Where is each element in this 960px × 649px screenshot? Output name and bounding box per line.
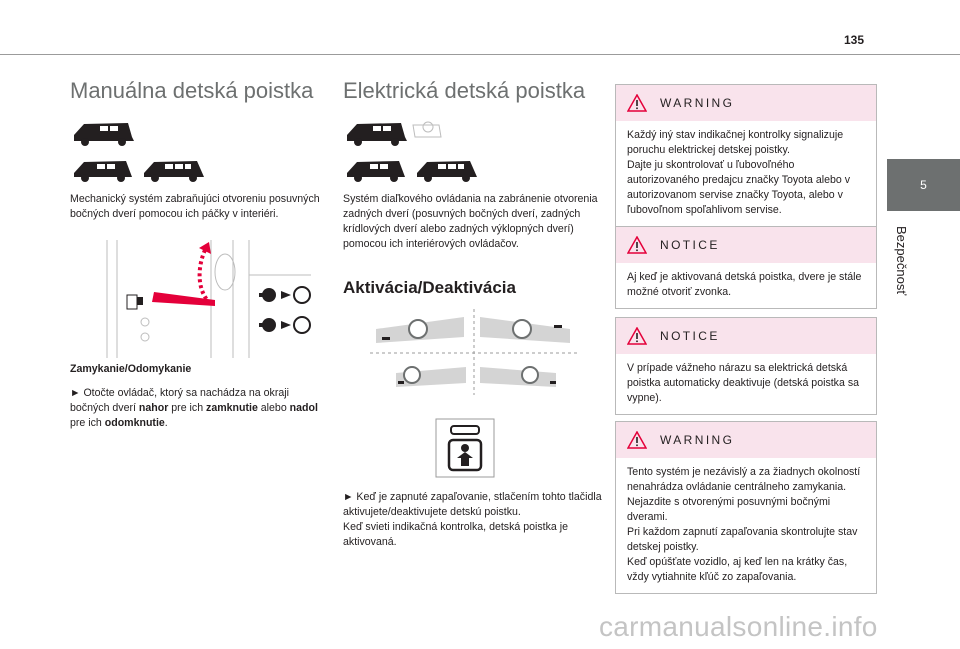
step-bold-lock: zamknutie <box>206 402 258 414</box>
warning-text: Tento systém je nezávislý a za žiadnych okolností nenahrádza ovládanie centrálneho zamykania. Nejazdite s otvorenými posuvnými bočnými dverami. Pri každom zapnutí zapaľovania skontrolujte stav detskej poistky. Keď opúšťate vozidlo, aj keď len na krátky čas, vždy vytiahnite kľúč zo zapaľovania. <box>627 466 861 583</box>
door-lock-control-illustration <box>99 240 311 358</box>
step-text: alebo <box>257 402 290 414</box>
notice-box-2 <box>615 317 877 415</box>
warning-box-1 <box>615 84 877 227</box>
notice-heading: NOTICE <box>660 329 720 343</box>
notice-triangle-icon <box>627 236 647 254</box>
manual-lock-title: Manuálna detská poistka <box>70 78 314 103</box>
step-bold-up: nahor <box>138 402 169 414</box>
step-text: . <box>164 417 168 429</box>
watermark: carmanualsonline.info <box>599 611 878 642</box>
activation-step: ► Keď je zapnuté zapaľovanie, stlačením tohto tlačidla aktivujete/deaktivujete detskú poistku. Keď svieti indikačná kontrolka, detská poistka je aktivovaná. <box>343 491 602 548</box>
warning-triangle-icon <box>627 431 647 449</box>
step-text: pre ich <box>168 402 207 414</box>
warning-box-2 <box>615 421 877 594</box>
notice-header <box>616 227 876 263</box>
activation-heading: Aktivácia/Deaktivácia <box>343 278 516 297</box>
notice-header <box>616 318 876 354</box>
child-lock-button-icon <box>435 418 495 478</box>
notice-heading: NOTICE <box>660 238 720 252</box>
vehicle-variants-icon <box>70 117 240 187</box>
step-bold-down: nadol <box>289 402 318 414</box>
vehicle-variants-electric-icon <box>343 117 513 187</box>
header-rule <box>0 54 960 55</box>
manual-lock-intro: Mechanický systém zabraňujúci otvoreniu posuvných bočných dverí pomocou ich páčky v interiéri. <box>70 193 320 220</box>
notice-triangle-icon <box>627 327 647 345</box>
step-bold-unlock: odomknutie <box>104 417 165 429</box>
manual-lock-step <box>70 386 320 431</box>
manual-child-lock-section <box>70 78 320 104</box>
warning-header <box>616 422 876 458</box>
warning-heading: WARNING <box>660 433 735 447</box>
notice-text: Aj keď je aktivovaná detská poistka, dvere je stále možné otvoriť zvonka. <box>627 271 862 298</box>
notice-text: V prípade vážneho nárazu sa elektrická detská poistka automaticky deaktivuje (detská poistka sa vypne). <box>627 362 860 404</box>
warning-triangle-icon <box>627 94 647 112</box>
step-text: pre ich <box>70 417 105 429</box>
electric-child-lock-section <box>343 78 603 104</box>
notice-box-1 <box>615 226 877 309</box>
manual-lock-subtitle: Zamykanie/Odomykanie <box>70 363 192 375</box>
warning-header <box>616 85 876 121</box>
chapter-title-vertical <box>893 226 913 366</box>
step-text: Otočte ovládač, ktorý sa nachádza na okraji bočných dverí <box>70 387 289 414</box>
warning-text: Každý iný stav indikačnej kontrolky signalizuje poruchu elektrickej detskej poistky. Dajte ju skontrolovať u ľubovoľného autorizovaného predajcu značky Toyota alebo v autorizovanom servise značky Toyota, alebo v ľubovoľnom spoľahlivom servise. <box>627 129 851 216</box>
warning-heading: WARNING <box>660 96 735 110</box>
dashboard-location-diagrams <box>370 307 580 397</box>
electric-lock-intro: Systém diaľkového ovládania na zabránenie otvorenia zadných dverí (posuvných bočných dverí, zadných krídlových dverí alebo zadných výklopných dverí) pomocou ich interiérových ovládačov. <box>343 193 598 250</box>
electric-lock-title: Elektrická detská poistka <box>343 78 586 103</box>
chapter-number: 5 <box>920 178 927 192</box>
chapter-tab[interactable] <box>887 159 960 211</box>
step-arrow: ► <box>70 387 81 399</box>
page-number: 135 <box>843 33 864 47</box>
chapter-title: Bezpečnosť <box>894 226 909 296</box>
